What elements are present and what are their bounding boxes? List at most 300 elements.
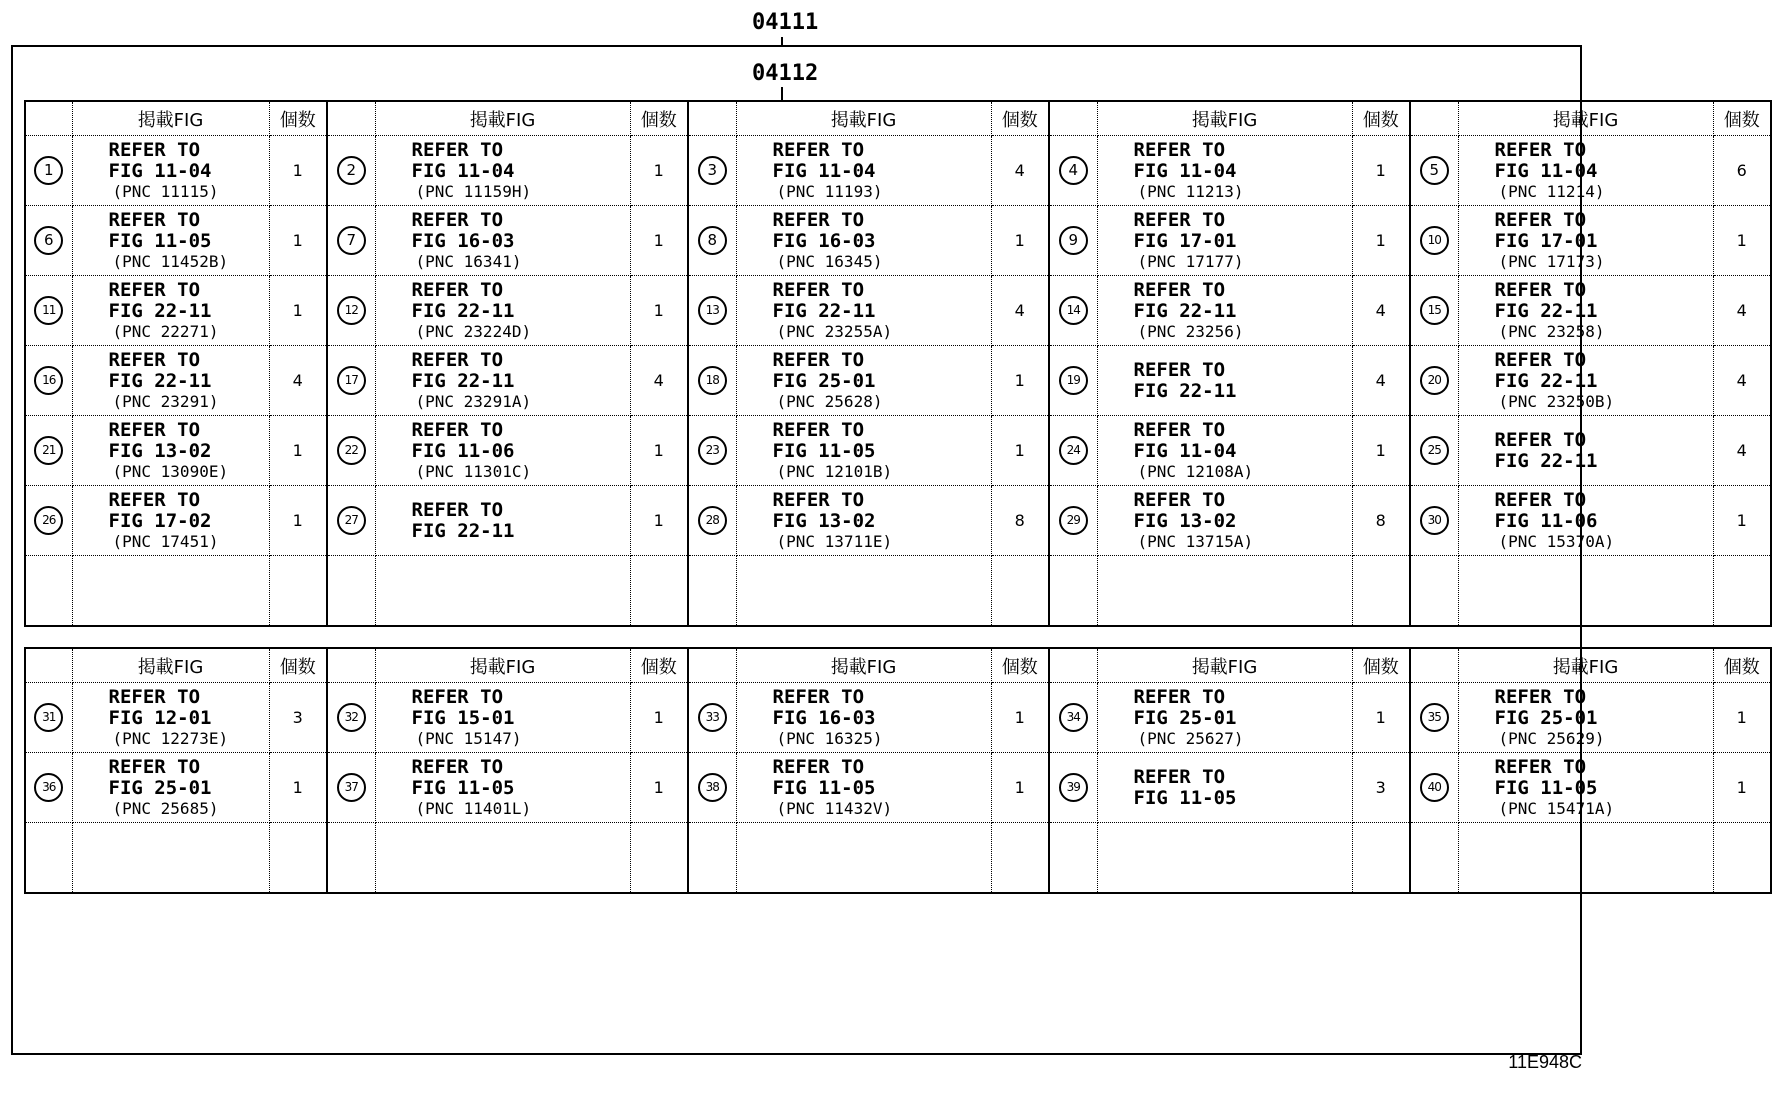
item-number-circle: 24 [1059,436,1088,465]
fig-number: FIG 22-11 [108,299,212,322]
fig-number: FIG 11-04 [1133,159,1237,182]
item-number-cell [25,206,72,276]
header-qty-label: 個数 [1001,109,1038,131]
item-number-circle: 13 [698,296,727,325]
empty-qty-cell [1713,556,1771,627]
fig-reference-cell [1458,276,1713,346]
item-number-circle: 2 [337,156,366,185]
pnc-code: (PNC 23256) [1137,321,1244,341]
fig-reference-cell [736,683,991,753]
fig-reference-cell [375,206,630,276]
pnc-code: (PNC 25627) [1137,728,1244,748]
header-fig-cell [1097,101,1352,136]
fig-reference-cell [375,346,630,416]
fig-number: FIG 11-05 [108,229,212,252]
pnc-code: (PNC 16341) [415,251,522,271]
item-number-cell [1049,136,1097,206]
quantity-value: 1 [292,231,303,250]
header-fig-label: 掲載FIG [1191,109,1258,131]
empty-fig-cell [1458,823,1713,894]
quantity-value: 1 [1736,708,1747,727]
pnc-code: (PNC 25685) [112,798,219,818]
item-number-cell [1049,206,1097,276]
header-number-cell [327,101,375,136]
quantity-value: 4 [1014,301,1025,320]
fig-reference-cell [375,753,630,823]
item-number-cell [25,486,72,556]
fig-reference-cell [1458,486,1713,556]
item-number-cell [327,683,375,753]
fig-number: FIG 11-06 [411,439,515,462]
fig-number: FIG 11-04 [772,159,876,182]
pnc-code: (PNC 17177) [1137,251,1244,271]
header-fig-cell [72,648,269,683]
header-fig-cell [72,101,269,136]
empty-number-cell [1049,556,1097,627]
header-number-cell [1410,101,1458,136]
fig-reference-cell [1097,753,1352,823]
quantity-cell [269,206,327,276]
quantity-value: 1 [1736,778,1747,797]
refer-to-text: REFER TO [411,418,504,441]
header-number-cell [25,101,72,136]
quantity-value: 1 [1736,511,1747,530]
item-number-cell [25,346,72,416]
quantity-value: 4 [653,371,664,390]
refer-to-text: REFER TO [411,498,504,521]
item-number-circle: 33 [698,703,727,732]
drawing-id: 11E948C [1508,1052,1582,1072]
quantity-value: 1 [653,511,664,530]
header-number-cell [327,648,375,683]
empty-number-cell [1049,823,1097,894]
empty-number-cell [688,556,736,627]
header-fig-cell [736,101,991,136]
fig-reference-cell [736,486,991,556]
quantity-value: 4 [292,371,303,390]
refer-to-text: REFER TO [108,208,201,231]
table-row [25,346,1771,416]
pnc-code: (PNC 23250B) [1498,391,1615,411]
empty-qty-cell [269,556,327,627]
header-row [25,101,1771,136]
item-number-circle: 10 [1420,226,1449,255]
quantity-cell [269,276,327,346]
pnc-code: (PNC 11401L) [415,798,532,818]
empty-qty-cell [991,556,1049,627]
quantity-value: 1 [653,778,664,797]
empty-fig-cell [1097,556,1352,627]
item-number-cell [1410,276,1458,346]
quantity-cell [1713,346,1771,416]
item-number-circle: 12 [337,296,366,325]
header-fig-label: 掲載FIG [469,656,536,678]
pnc-code: (PNC 13711E) [776,531,893,551]
refer-to-text: REFER TO [1494,685,1587,708]
table-row [25,276,1771,346]
empty-fig-cell [736,556,991,627]
refer-to-text: REFER TO [772,755,865,778]
pnc-code: (PNC 16345) [776,251,883,271]
refer-to-text: REFER TO [1133,208,1226,231]
quantity-cell [1713,683,1771,753]
item-number-circle: 5 [1420,156,1449,185]
fig-number: FIG 22-11 [108,369,212,392]
quantity-cell [1713,486,1771,556]
item-number-cell [1410,416,1458,486]
quantity-value: 1 [653,708,664,727]
header-number-cell [25,648,72,683]
pnc-code: (PNC 23258) [1498,321,1605,341]
item-number-circle: 1 [34,156,63,185]
quantity-value: 4 [1736,441,1747,460]
refer-to-text: REFER TO [772,418,865,441]
pnc-code: (PNC 17451) [112,531,219,551]
refer-to-text: REFER TO [772,685,865,708]
fig-number: FIG 25-01 [1133,706,1237,729]
pnc-code: (PNC 17173) [1498,251,1605,271]
pnc-code: (PNC 11159H) [415,181,532,201]
refer-to-text: REFER TO [108,138,201,161]
pnc-code: (PNC 16325) [776,728,883,748]
item-number-cell [1410,346,1458,416]
item-number-cell [688,683,736,753]
fig-number: FIG 22-11 [411,369,515,392]
fig-reference-cell [72,753,269,823]
pnc-code: (PNC 11115) [112,181,219,201]
quantity-cell [630,206,688,276]
fig-number: FIG 22-11 [772,299,876,322]
item-number-cell [1049,276,1097,346]
fig-reference-cell [1097,416,1352,486]
item-number-circle: 39 [1059,773,1088,802]
quantity-cell [991,753,1049,823]
item-number-cell [688,276,736,346]
header-qty-cell [269,648,327,683]
quantity-cell [269,486,327,556]
header-qty-cell [630,101,688,136]
fig-reference-cell [736,276,991,346]
header-row [25,648,1771,683]
header-number-cell [688,101,736,136]
header-number-cell [1049,648,1097,683]
pnc-code: (PNC 12101B) [776,461,893,481]
quantity-value: 1 [292,441,303,460]
table-row [25,416,1771,486]
pnc-code: (PNC 15370A) [1498,531,1615,551]
fig-reference-cell [72,276,269,346]
refer-to-text: REFER TO [411,278,504,301]
quantity-value: 1 [1736,231,1747,250]
item-number-circle: 15 [1420,296,1449,325]
refer-to-text: REFER TO [108,278,201,301]
fig-number: FIG 11-05 [772,776,876,799]
quantity-value: 1 [1375,231,1386,250]
pnc-code: (PNC 11432V) [776,798,893,818]
item-number-cell [688,206,736,276]
pnc-code: (PNC 15471A) [1498,798,1615,818]
quantity-cell [991,346,1049,416]
quantity-cell [991,416,1049,486]
quantity-cell [991,276,1049,346]
refer-to-text: REFER TO [108,755,201,778]
fig-number: FIG 22-11 [411,519,515,542]
empty-qty-cell [1352,556,1410,627]
refer-to-text: REFER TO [1133,358,1226,381]
fig-reference-cell [72,486,269,556]
outer-group-code: 04111 [752,10,819,35]
pnc-code: (PNC 15147) [415,728,522,748]
table-row [25,206,1771,276]
empty-qty-cell [1713,823,1771,894]
fig-reference-cell [736,346,991,416]
refer-to-text: REFER TO [1133,488,1226,511]
quantity-cell [1352,486,1410,556]
reference-table-1 [24,100,1772,627]
fig-number: FIG 11-04 [108,159,212,182]
quantity-cell [269,346,327,416]
item-number-circle: 23 [698,436,727,465]
item-number-circle: 3 [698,156,727,185]
fig-number: FIG 17-01 [1133,229,1237,252]
quantity-value: 1 [1375,441,1386,460]
quantity-value: 1 [653,301,664,320]
table-row [25,486,1771,556]
empty-number-cell [1410,556,1458,627]
quantity-cell [1352,416,1410,486]
inner-group-code: 04112 [752,61,819,86]
quantity-cell [991,206,1049,276]
item-number-circle: 29 [1059,506,1088,535]
item-number-circle: 26 [34,506,63,535]
pnc-code: (PNC 11213) [1137,181,1244,201]
header-fig-label: 掲載FIG [1191,656,1258,678]
refer-to-text: REFER TO [1133,278,1226,301]
item-number-circle: 4 [1059,156,1088,185]
pnc-code: (PNC 23291) [112,391,219,411]
fig-number: FIG 25-01 [772,369,876,392]
fig-reference-cell [375,136,630,206]
item-number-circle: 32 [337,703,366,732]
item-number-circle: 21 [34,436,63,465]
table-row [25,753,1771,823]
empty-fig-cell [72,823,269,894]
fig-reference-cell [1458,416,1713,486]
header-fig-cell [736,648,991,683]
fig-reference-cell [1458,683,1713,753]
refer-to-text: REFER TO [1133,418,1226,441]
empty-row [25,823,1771,894]
item-number-cell [1049,683,1097,753]
item-number-circle: 7 [337,226,366,255]
item-number-circle: 30 [1420,506,1449,535]
refer-to-text: REFER TO [1494,755,1587,778]
fig-number: FIG 11-05 [1133,786,1237,809]
item-number-cell [327,486,375,556]
item-number-circle: 8 [698,226,727,255]
fig-reference-cell [375,416,630,486]
quantity-cell [1713,136,1771,206]
header-qty-label: 個数 [1362,656,1399,678]
fig-number: FIG 22-11 [1494,299,1598,322]
refer-to-text: REFER TO [411,208,504,231]
item-number-cell [25,416,72,486]
header-fig-cell [1458,101,1713,136]
item-number-circle: 6 [34,226,63,255]
quantity-value: 1 [1014,371,1025,390]
quantity-value: 8 [1375,511,1386,530]
pnc-code: (PNC 23255A) [776,321,893,341]
quantity-cell [1352,346,1410,416]
quantity-value: 6 [1736,161,1747,180]
fig-number: FIG 16-03 [772,229,876,252]
header-qty-label: 個数 [1723,109,1760,131]
item-number-circle: 11 [34,296,63,325]
item-number-circle: 16 [34,366,63,395]
fig-reference-cell [1458,753,1713,823]
header-fig-cell [375,648,630,683]
pnc-code: (PNC 12273E) [112,728,229,748]
empty-number-cell [1410,823,1458,894]
item-number-cell [327,753,375,823]
fig-number: FIG 11-04 [1494,159,1598,182]
header-qty-label: 個数 [1362,109,1399,131]
empty-qty-cell [269,823,327,894]
header-fig-label: 掲載FIG [1552,109,1619,131]
empty-qty-cell [630,823,688,894]
fig-reference-cell [1097,206,1352,276]
fig-reference-cell [1097,136,1352,206]
pnc-code: (PNC 11193) [776,181,883,201]
header-qty-label: 個数 [640,109,677,131]
quantity-value: 1 [653,441,664,460]
refer-to-text: REFER TO [1133,685,1226,708]
header-fig-cell [1458,648,1713,683]
quantity-cell [991,683,1049,753]
item-number-cell [25,276,72,346]
header-qty-cell [1713,648,1771,683]
refer-to-text: REFER TO [411,138,504,161]
quantity-value: 1 [1375,708,1386,727]
fig-number: FIG 22-11 [1133,379,1237,402]
quantity-value: 1 [1014,231,1025,250]
fig-number: FIG 22-11 [411,299,515,322]
pnc-code: (PNC 11452B) [112,251,229,271]
quantity-cell [1352,276,1410,346]
pnc-code: (PNC 25629) [1498,728,1605,748]
quantity-cell [269,136,327,206]
fig-reference-cell [736,416,991,486]
item-number-cell [25,753,72,823]
fig-reference-cell [736,753,991,823]
item-number-cell [688,486,736,556]
item-number-circle: 28 [698,506,727,535]
empty-number-cell [327,556,375,627]
quantity-cell [630,276,688,346]
refer-to-text: REFER TO [772,208,865,231]
empty-fig-cell [1458,556,1713,627]
fig-reference-cell [375,486,630,556]
quantity-value: 3 [292,708,303,727]
quantity-cell [630,136,688,206]
fig-number: FIG 15-01 [411,706,515,729]
pnc-code: (PNC 11214) [1498,181,1605,201]
fig-number: FIG 12-01 [108,706,212,729]
empty-fig-cell [375,823,630,894]
pnc-code: (PNC 11301C) [415,461,532,481]
item-number-circle: 37 [337,773,366,802]
fig-number: FIG 11-05 [411,776,515,799]
fig-number: FIG 11-05 [1494,776,1598,799]
fig-reference-cell [1458,206,1713,276]
item-number-circle: 20 [1420,366,1449,395]
empty-fig-cell [375,556,630,627]
pnc-code: (PNC 13090E) [112,461,229,481]
fig-reference-cell [1097,683,1352,753]
quantity-cell [269,416,327,486]
header-fig-cell [1097,648,1352,683]
quantity-cell [1713,753,1771,823]
header-qty-label: 個数 [1723,656,1760,678]
refer-to-text: REFER TO [772,278,865,301]
item-number-circle: 40 [1420,773,1449,802]
quantity-cell [1352,206,1410,276]
item-number-circle: 17 [337,366,366,395]
quantity-cell [630,416,688,486]
quantity-cell [991,136,1049,206]
header-qty-cell [991,101,1049,136]
item-number-circle: 36 [34,773,63,802]
item-number-cell [1410,753,1458,823]
refer-to-text: REFER TO [108,418,201,441]
item-number-circle: 22 [337,436,366,465]
pnc-code: (PNC 12108A) [1137,461,1254,481]
item-number-cell [688,753,736,823]
empty-qty-cell [1352,823,1410,894]
fig-reference-cell [1097,346,1352,416]
header-fig-label: 掲載FIG [830,109,897,131]
fig-reference-cell [1458,346,1713,416]
header-fig-label: 掲載FIG [830,656,897,678]
pnc-code: (PNC 23224D) [415,321,532,341]
fig-reference-cell [736,136,991,206]
fig-number: FIG 25-01 [108,776,212,799]
item-number-circle: 25 [1420,436,1449,465]
header-fig-label: 掲載FIG [137,656,204,678]
quantity-cell [1713,276,1771,346]
quantity-value: 1 [1014,778,1025,797]
pnc-code: (PNC 13715A) [1137,531,1254,551]
fig-number: FIG 13-02 [108,439,212,462]
header-fig-label: 掲載FIG [469,109,536,131]
item-number-cell [688,416,736,486]
refer-to-text: REFER TO [108,488,201,511]
quantity-cell [1352,753,1410,823]
refer-to-text: REFER TO [1494,138,1587,161]
empty-row [25,556,1771,627]
item-number-circle: 14 [1059,296,1088,325]
item-number-cell [1410,136,1458,206]
fig-number: FIG 17-02 [108,509,212,532]
item-number-circle: 35 [1420,703,1449,732]
empty-number-cell [25,556,72,627]
item-number-cell [688,136,736,206]
fig-number: FIG 22-11 [1133,299,1237,322]
fig-number: FIG 16-03 [772,706,876,729]
fig-reference-cell [375,683,630,753]
header-fig-label: 掲載FIG [137,109,204,131]
item-number-circle: 18 [698,366,727,395]
